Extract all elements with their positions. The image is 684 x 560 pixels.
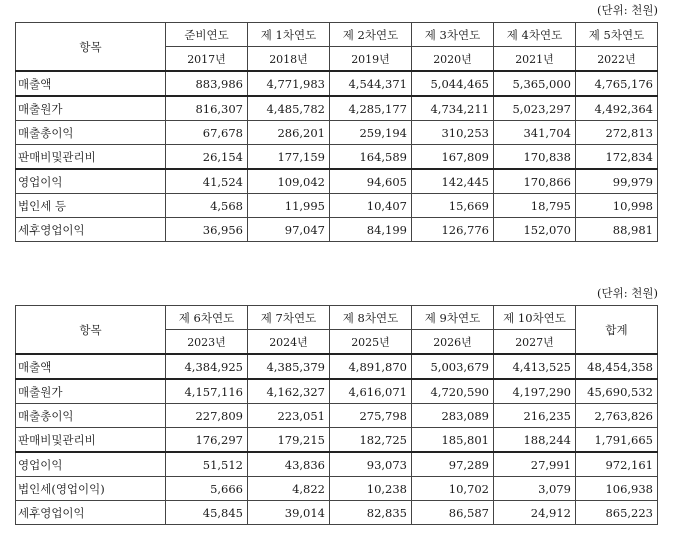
value-cell: 2,763,826 xyxy=(576,404,658,428)
value-cell: 24,912 xyxy=(494,501,576,525)
period-header: 제 3차연도 xyxy=(412,23,494,47)
year-header: 2024년 xyxy=(248,330,330,355)
value-cell: 227,809 xyxy=(166,404,248,428)
row-label: 영업이익 xyxy=(16,452,166,477)
value-cell: 10,407 xyxy=(330,194,412,218)
value-cell: 164,589 xyxy=(330,145,412,170)
value-cell: 4,157,116 xyxy=(166,379,248,404)
row-label: 매출액 xyxy=(16,354,166,379)
value-cell: 18,795 xyxy=(494,194,576,218)
value-cell: 341,704 xyxy=(494,121,576,145)
value-cell: 152,070 xyxy=(494,218,576,242)
value-cell: 4,891,870 xyxy=(330,354,412,379)
table-row xyxy=(16,121,658,145)
table-row xyxy=(16,218,658,242)
value-cell: 170,838 xyxy=(494,145,576,170)
table-row xyxy=(16,145,658,170)
value-cell: 167,809 xyxy=(412,145,494,170)
table-row xyxy=(16,501,658,525)
table-row xyxy=(16,169,658,194)
value-cell: 4,485,782 xyxy=(248,96,330,121)
value-cell: 5,666 xyxy=(166,477,248,501)
value-cell: 126,776 xyxy=(412,218,494,242)
item-header: 항목 xyxy=(16,306,166,355)
value-cell: 170,866 xyxy=(494,169,576,194)
value-cell: 4,568 xyxy=(166,194,248,218)
value-cell: 177,159 xyxy=(248,145,330,170)
value-cell: 45,690,532 xyxy=(576,379,658,404)
value-cell: 283,089 xyxy=(412,404,494,428)
value-cell: 176,297 xyxy=(166,428,248,453)
value-cell: 82,835 xyxy=(330,501,412,525)
value-cell: 94,605 xyxy=(330,169,412,194)
period-header: 제 4차연도 xyxy=(494,23,576,47)
period-header: 제 7차연도 xyxy=(248,306,330,330)
value-cell: 88,981 xyxy=(576,218,658,242)
value-cell: 3,079 xyxy=(494,477,576,501)
period-header: 제 2차연도 xyxy=(330,23,412,47)
value-cell: 172,834 xyxy=(576,145,658,170)
period-header: 제 10차연도 xyxy=(494,306,576,330)
value-cell: 1,791,665 xyxy=(576,428,658,453)
income-table-years-6-10 xyxy=(15,305,658,525)
value-cell: 275,798 xyxy=(330,404,412,428)
table-row xyxy=(16,404,658,428)
year-header: 2025년 xyxy=(330,330,412,355)
value-cell: 272,813 xyxy=(576,121,658,145)
value-cell: 883,986 xyxy=(166,71,248,96)
table-row xyxy=(16,477,658,501)
row-label: 영업이익 xyxy=(16,169,166,194)
table-row xyxy=(16,354,658,379)
value-cell: 4,720,590 xyxy=(412,379,494,404)
value-cell: 10,238 xyxy=(330,477,412,501)
value-cell: 4,822 xyxy=(248,477,330,501)
period-header: 제 6차연도 xyxy=(166,306,248,330)
value-cell: 27,991 xyxy=(494,452,576,477)
value-cell: 185,801 xyxy=(412,428,494,453)
row-label: 세후영업이익 xyxy=(16,501,166,525)
period-header: 제 5차연도 xyxy=(576,23,658,47)
period-header: 제 9차연도 xyxy=(412,306,494,330)
row-label: 법인세(영업이익) xyxy=(16,477,166,501)
value-cell: 10,702 xyxy=(412,477,494,501)
value-cell: 216,235 xyxy=(494,404,576,428)
value-cell: 48,454,358 xyxy=(576,354,658,379)
value-cell: 93,073 xyxy=(330,452,412,477)
value-cell: 86,587 xyxy=(412,501,494,525)
row-label: 법인세 등 xyxy=(16,194,166,218)
value-cell: 4,285,177 xyxy=(330,96,412,121)
period-header: 준비연도 xyxy=(166,23,248,47)
value-cell: 51,512 xyxy=(166,452,248,477)
value-cell: 26,154 xyxy=(166,145,248,170)
table-row xyxy=(16,379,658,404)
value-cell: 816,307 xyxy=(166,96,248,121)
value-cell: 41,524 xyxy=(166,169,248,194)
total-header: 합계 xyxy=(576,306,658,355)
income-table-years-0-5 xyxy=(15,22,658,242)
row-label: 매출액 xyxy=(16,71,166,96)
year-header: 2018년 xyxy=(248,47,330,72)
value-cell: 45,845 xyxy=(166,501,248,525)
period-header: 제 8차연도 xyxy=(330,306,412,330)
value-cell: 4,765,176 xyxy=(576,71,658,96)
value-cell: 5,023,297 xyxy=(494,96,576,121)
value-cell: 286,201 xyxy=(248,121,330,145)
value-cell: 4,162,327 xyxy=(248,379,330,404)
year-header: 2017년 xyxy=(166,47,248,72)
period-header: 제 1차연도 xyxy=(248,23,330,47)
row-label: 매출총이익 xyxy=(16,404,166,428)
year-header: 2020년 xyxy=(412,47,494,72)
value-cell: 43,836 xyxy=(248,452,330,477)
value-cell: 4,385,379 xyxy=(248,354,330,379)
value-cell: 36,956 xyxy=(166,218,248,242)
value-cell: 109,042 xyxy=(248,169,330,194)
value-cell: 5,365,000 xyxy=(494,71,576,96)
value-cell: 11,995 xyxy=(248,194,330,218)
value-cell: 4,384,925 xyxy=(166,354,248,379)
value-cell: 97,047 xyxy=(248,218,330,242)
year-header: 2021년 xyxy=(494,47,576,72)
value-cell: 84,199 xyxy=(330,218,412,242)
unit-label-top: (단위: 천원) xyxy=(597,3,658,17)
value-cell: 4,544,371 xyxy=(330,71,412,96)
unit-label-bottom: (단위: 천원) xyxy=(597,286,658,300)
table-row xyxy=(16,428,658,453)
row-label: 매출원가 xyxy=(16,96,166,121)
value-cell: 142,445 xyxy=(412,169,494,194)
row-label: 판매비및관리비 xyxy=(16,428,166,453)
value-cell: 223,051 xyxy=(248,404,330,428)
value-cell: 188,244 xyxy=(494,428,576,453)
year-header: 2022년 xyxy=(576,47,658,72)
value-cell: 4,734,211 xyxy=(412,96,494,121)
value-cell: 4,492,364 xyxy=(576,96,658,121)
value-cell: 182,725 xyxy=(330,428,412,453)
row-label: 판매비및관리비 xyxy=(16,145,166,170)
year-header: 2019년 xyxy=(330,47,412,72)
value-cell: 10,998 xyxy=(576,194,658,218)
value-cell: 5,044,465 xyxy=(412,71,494,96)
row-label: 세후영업이익 xyxy=(16,218,166,242)
value-cell: 4,771,983 xyxy=(248,71,330,96)
value-cell: 15,669 xyxy=(412,194,494,218)
value-cell: 310,253 xyxy=(412,121,494,145)
table-row xyxy=(16,71,658,96)
value-cell: 4,616,071 xyxy=(330,379,412,404)
value-cell: 972,161 xyxy=(576,452,658,477)
value-cell: 5,003,679 xyxy=(412,354,494,379)
year-header: 2023년 xyxy=(166,330,248,355)
value-cell: 106,938 xyxy=(576,477,658,501)
item-header: 항목 xyxy=(16,23,166,72)
year-header: 2027년 xyxy=(494,330,576,355)
value-cell: 4,413,525 xyxy=(494,354,576,379)
value-cell: 259,194 xyxy=(330,121,412,145)
value-cell: 97,289 xyxy=(412,452,494,477)
value-cell: 179,215 xyxy=(248,428,330,453)
header-row-periods xyxy=(16,23,658,47)
table-row xyxy=(16,96,658,121)
year-header: 2026년 xyxy=(412,330,494,355)
row-label: 매출총이익 xyxy=(16,121,166,145)
value-cell: 39,014 xyxy=(248,501,330,525)
value-cell: 865,223 xyxy=(576,501,658,525)
value-cell: 67,678 xyxy=(166,121,248,145)
value-cell: 99,979 xyxy=(576,169,658,194)
value-cell: 4,197,290 xyxy=(494,379,576,404)
table-row xyxy=(16,194,658,218)
row-label: 매출원가 xyxy=(16,379,166,404)
table-row xyxy=(16,452,658,477)
header-row-periods xyxy=(16,306,658,330)
